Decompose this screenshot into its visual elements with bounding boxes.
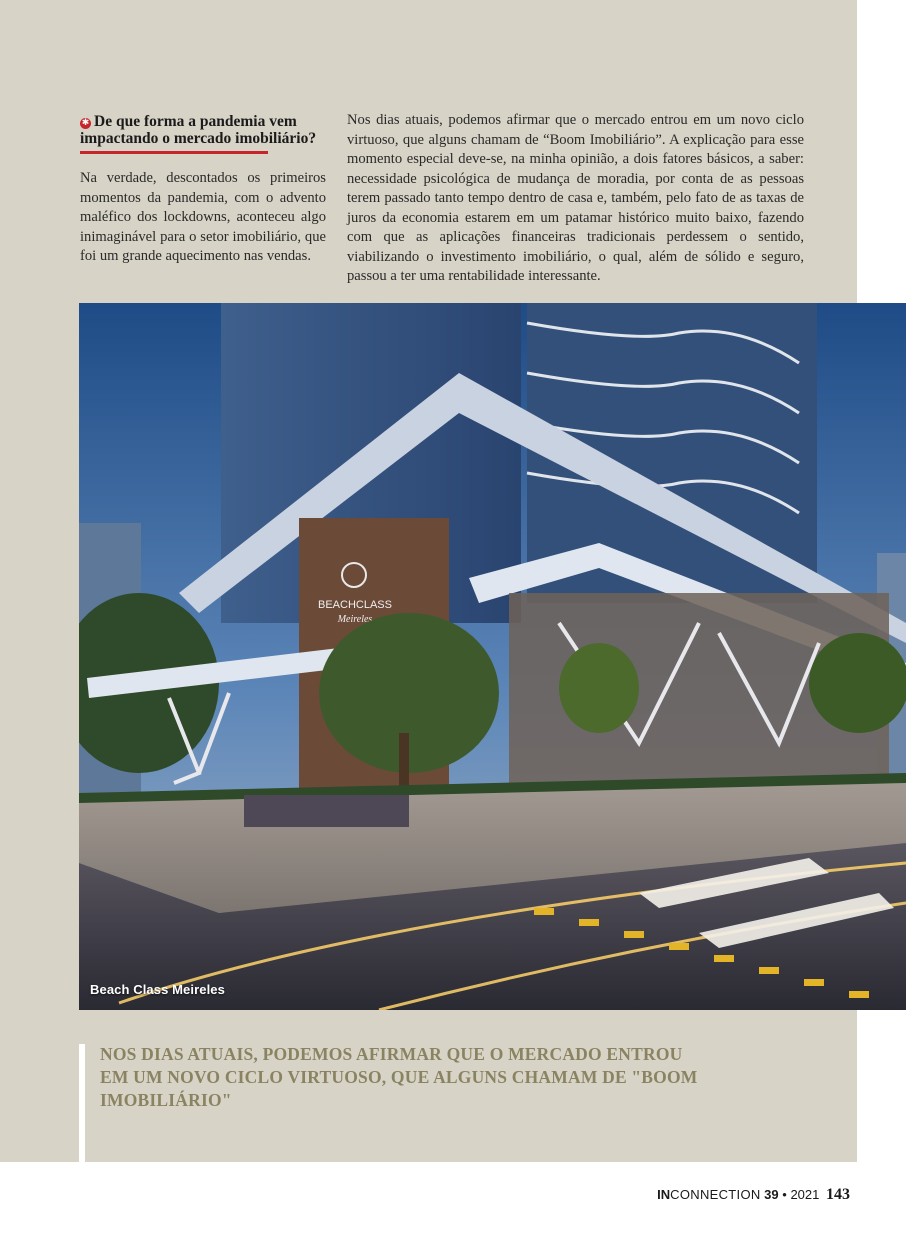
palm-tree [559, 643, 639, 733]
answer-column-left: Na verdade, descontados os primeiros momentos da pandemia, com o advento maléfico dos lockdowns, aconteceu algo inimaginável para o setor imobiliário, que foi um grande aquecimento nas vendas. [80, 170, 326, 264]
palm-tree-right [809, 633, 906, 733]
page-number: 143 [826, 1186, 850, 1203]
interview-question-block [80, 113, 326, 267]
footer-brand-light: CONNECTION [670, 1187, 761, 1202]
footer-brand-bold: IN [657, 1187, 671, 1202]
sign-brand: BEACHCLASS [318, 599, 392, 611]
pull-quote: NOS DIAS ATUAIS, PODEMOS AFIRMAR QUE O MERCADO ENTROU EM UM NOVO CICLO VIRTUOSO, QUE ALGUNS CHAMAM DE "BOOM IMOBILIÁRIO" [100, 1044, 698, 1110]
bench [244, 795, 409, 827]
sign-location: Meireles [337, 614, 373, 625]
question-underline [80, 151, 268, 154]
building-illustration [79, 303, 906, 1010]
pull-quote-bar [79, 1044, 85, 1162]
star-bullet-icon: ✱ [81, 118, 90, 128]
answer-column-right: Nos dias atuais, podemos afirmar que o mercado entrou em um novo ciclo virtuoso, que alguns chamam de “Boom Imobiliário”. A explicação para esse momento especial deve-se, na minha opinião, a dois fatores básicos, a saber: necessidade psicológica de mudança de moradia, por conta de as pessoas terem passado tanto tempo dentro de casa e, também, pelo fato de as taxas de juros da economia estarem em um patamar histórico muito baixo, fazendo com que as aplicações financeiras tradicionais perdessem o sentido, viabilizando o investimento imobiliário, o qual, além de sólido e seguro, passou a ter uma rentabilidade interessante. [347, 112, 804, 284]
building-photo [79, 303, 906, 1010]
footer-separator: • [782, 1187, 787, 1202]
photo-caption: Beach Class Meireles [90, 982, 225, 997]
footer-issue: 39 [764, 1187, 779, 1202]
page-footer [657, 1186, 850, 1204]
footer-year: 2021 [790, 1187, 820, 1202]
question-text: De que forma a pandemia vem impactando o mercado imobiliário? [80, 113, 317, 147]
interview-question [80, 113, 326, 147]
